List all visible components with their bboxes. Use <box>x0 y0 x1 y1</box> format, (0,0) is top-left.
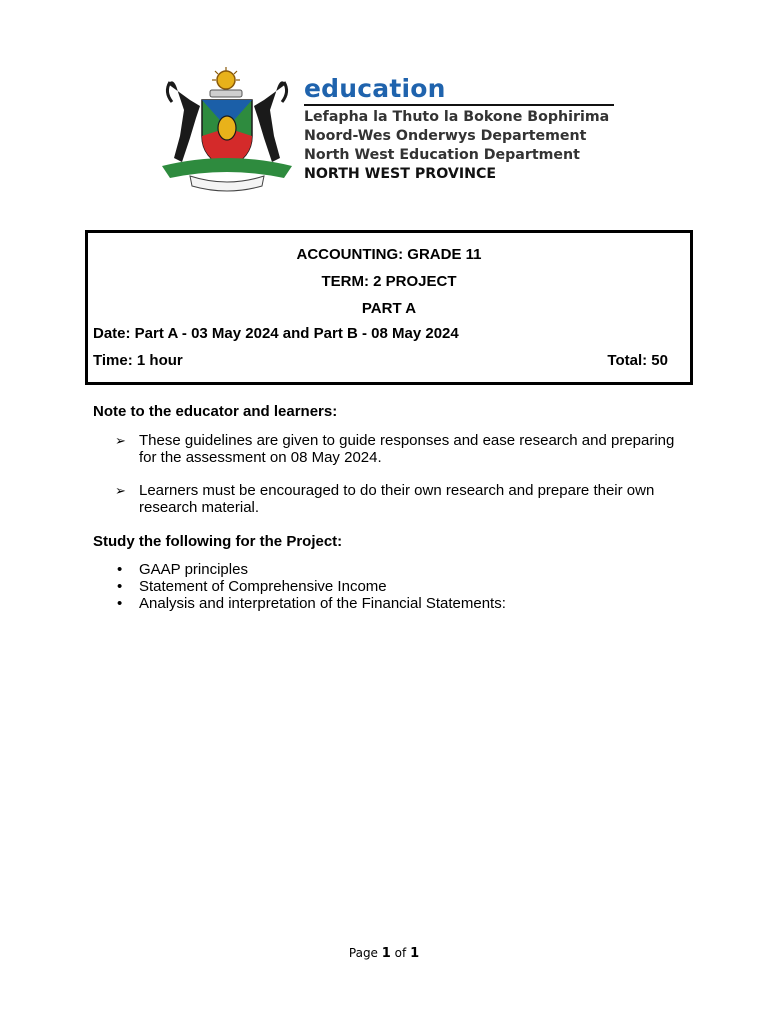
arrow-bullet-icon: ➢ <box>115 483 126 498</box>
study-list <box>93 561 506 612</box>
note-item-text: Learners must be encouraged to do their own research and prepare their own research material. <box>139 482 655 516</box>
assessment-info-box <box>85 230 693 385</box>
page-footer <box>0 946 768 961</box>
part-heading: PART A <box>361 300 417 317</box>
bullet-dot-icon: • <box>117 578 123 595</box>
study-heading: Study the following for the Project: <box>93 533 343 550</box>
time-line: Time: 1 hour <box>93 352 183 369</box>
study-list-item <box>93 578 506 595</box>
page-of-label: of <box>394 946 407 960</box>
study-item-text: Statement of Comprehensive Income <box>139 578 387 595</box>
bullet-dot-icon: • <box>117 595 123 612</box>
bullet-dot-icon: • <box>117 561 123 578</box>
study-item-text: Analysis and interpretation of the Financial Statements: <box>139 595 506 612</box>
note-item <box>93 482 683 516</box>
note-item-text: These guidelines are given to guide responses and ease research and preparing for the assessment on 08 May 2024. <box>139 432 675 466</box>
subject-heading: ACCOUNTING: GRADE 11 <box>296 246 482 263</box>
study-list-item <box>93 561 506 578</box>
brand-line-tswana: Lefapha la Thuto la Bokone Bophirima <box>304 109 610 125</box>
letterhead <box>160 66 615 194</box>
total-marks: Total: 50 <box>607 352 668 369</box>
total-pages-number: 1 <box>410 946 420 961</box>
current-page-number: 1 <box>381 946 391 961</box>
term-heading: TERM: 2 PROJECT <box>321 273 457 290</box>
note-item <box>93 432 683 466</box>
coat-of-arms-logo <box>160 66 294 192</box>
brand-line-english: North West Education Department <box>304 147 580 163</box>
study-item-text: GAAP principles <box>139 561 248 578</box>
brand-line-province: NORTH WEST PROVINCE <box>304 166 497 182</box>
date-line: Date: Part A - 03 May 2024 and Part B - 08 May 2024 <box>93 325 459 342</box>
brand-wordmark: education <box>304 74 446 103</box>
department-brand <box>304 74 614 184</box>
brand-line-afrikaans: Noord-Wes Onderwys Departement <box>304 128 587 144</box>
study-list-item <box>93 595 506 612</box>
brand-divider <box>304 104 614 106</box>
page-label: Page <box>348 946 378 960</box>
arrow-bullet-icon: ➢ <box>115 433 126 448</box>
note-heading: Note to the educator and learners: <box>93 403 338 420</box>
